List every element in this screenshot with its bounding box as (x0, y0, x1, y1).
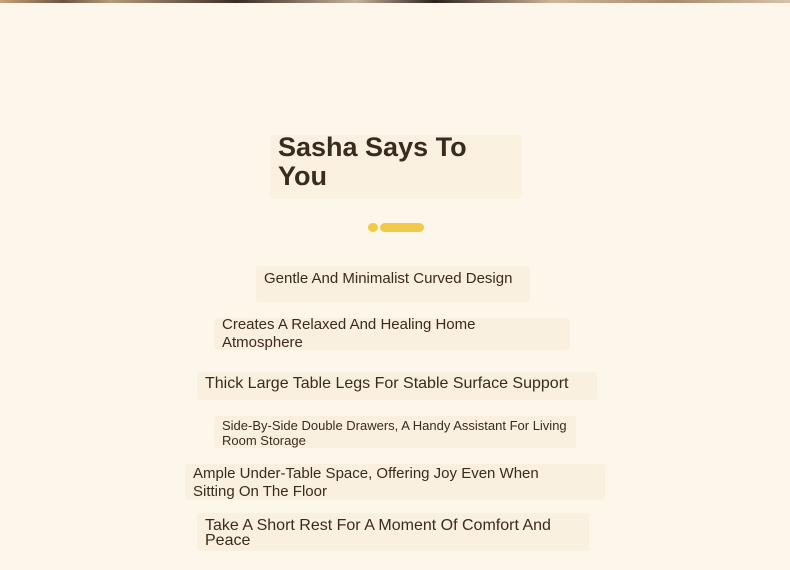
feature-item: Creates A Relaxed And Healing Home Atmosphere (222, 316, 476, 351)
title-divider (368, 223, 428, 233)
feature-item: Side-By-Side Double Drawers, A Handy Assistant For Living Room Storage (222, 418, 567, 448)
feature-item: Take A Short Rest For A Moment Of Comfort And Peace (205, 517, 551, 549)
product-photo-edge (0, 0, 790, 3)
feature-item: Gentle And Minimalist Curved Design (264, 270, 513, 287)
feature-item: Thick Large Table Legs For Stable Surface Support (205, 375, 569, 392)
section-title: Sasha Says To You (278, 132, 467, 191)
divider-bar (380, 223, 424, 232)
feature-item: Ample Under-Table Space, Offering Joy Even When Sitting On The Floor (193, 465, 539, 500)
divider-dot (368, 223, 378, 232)
